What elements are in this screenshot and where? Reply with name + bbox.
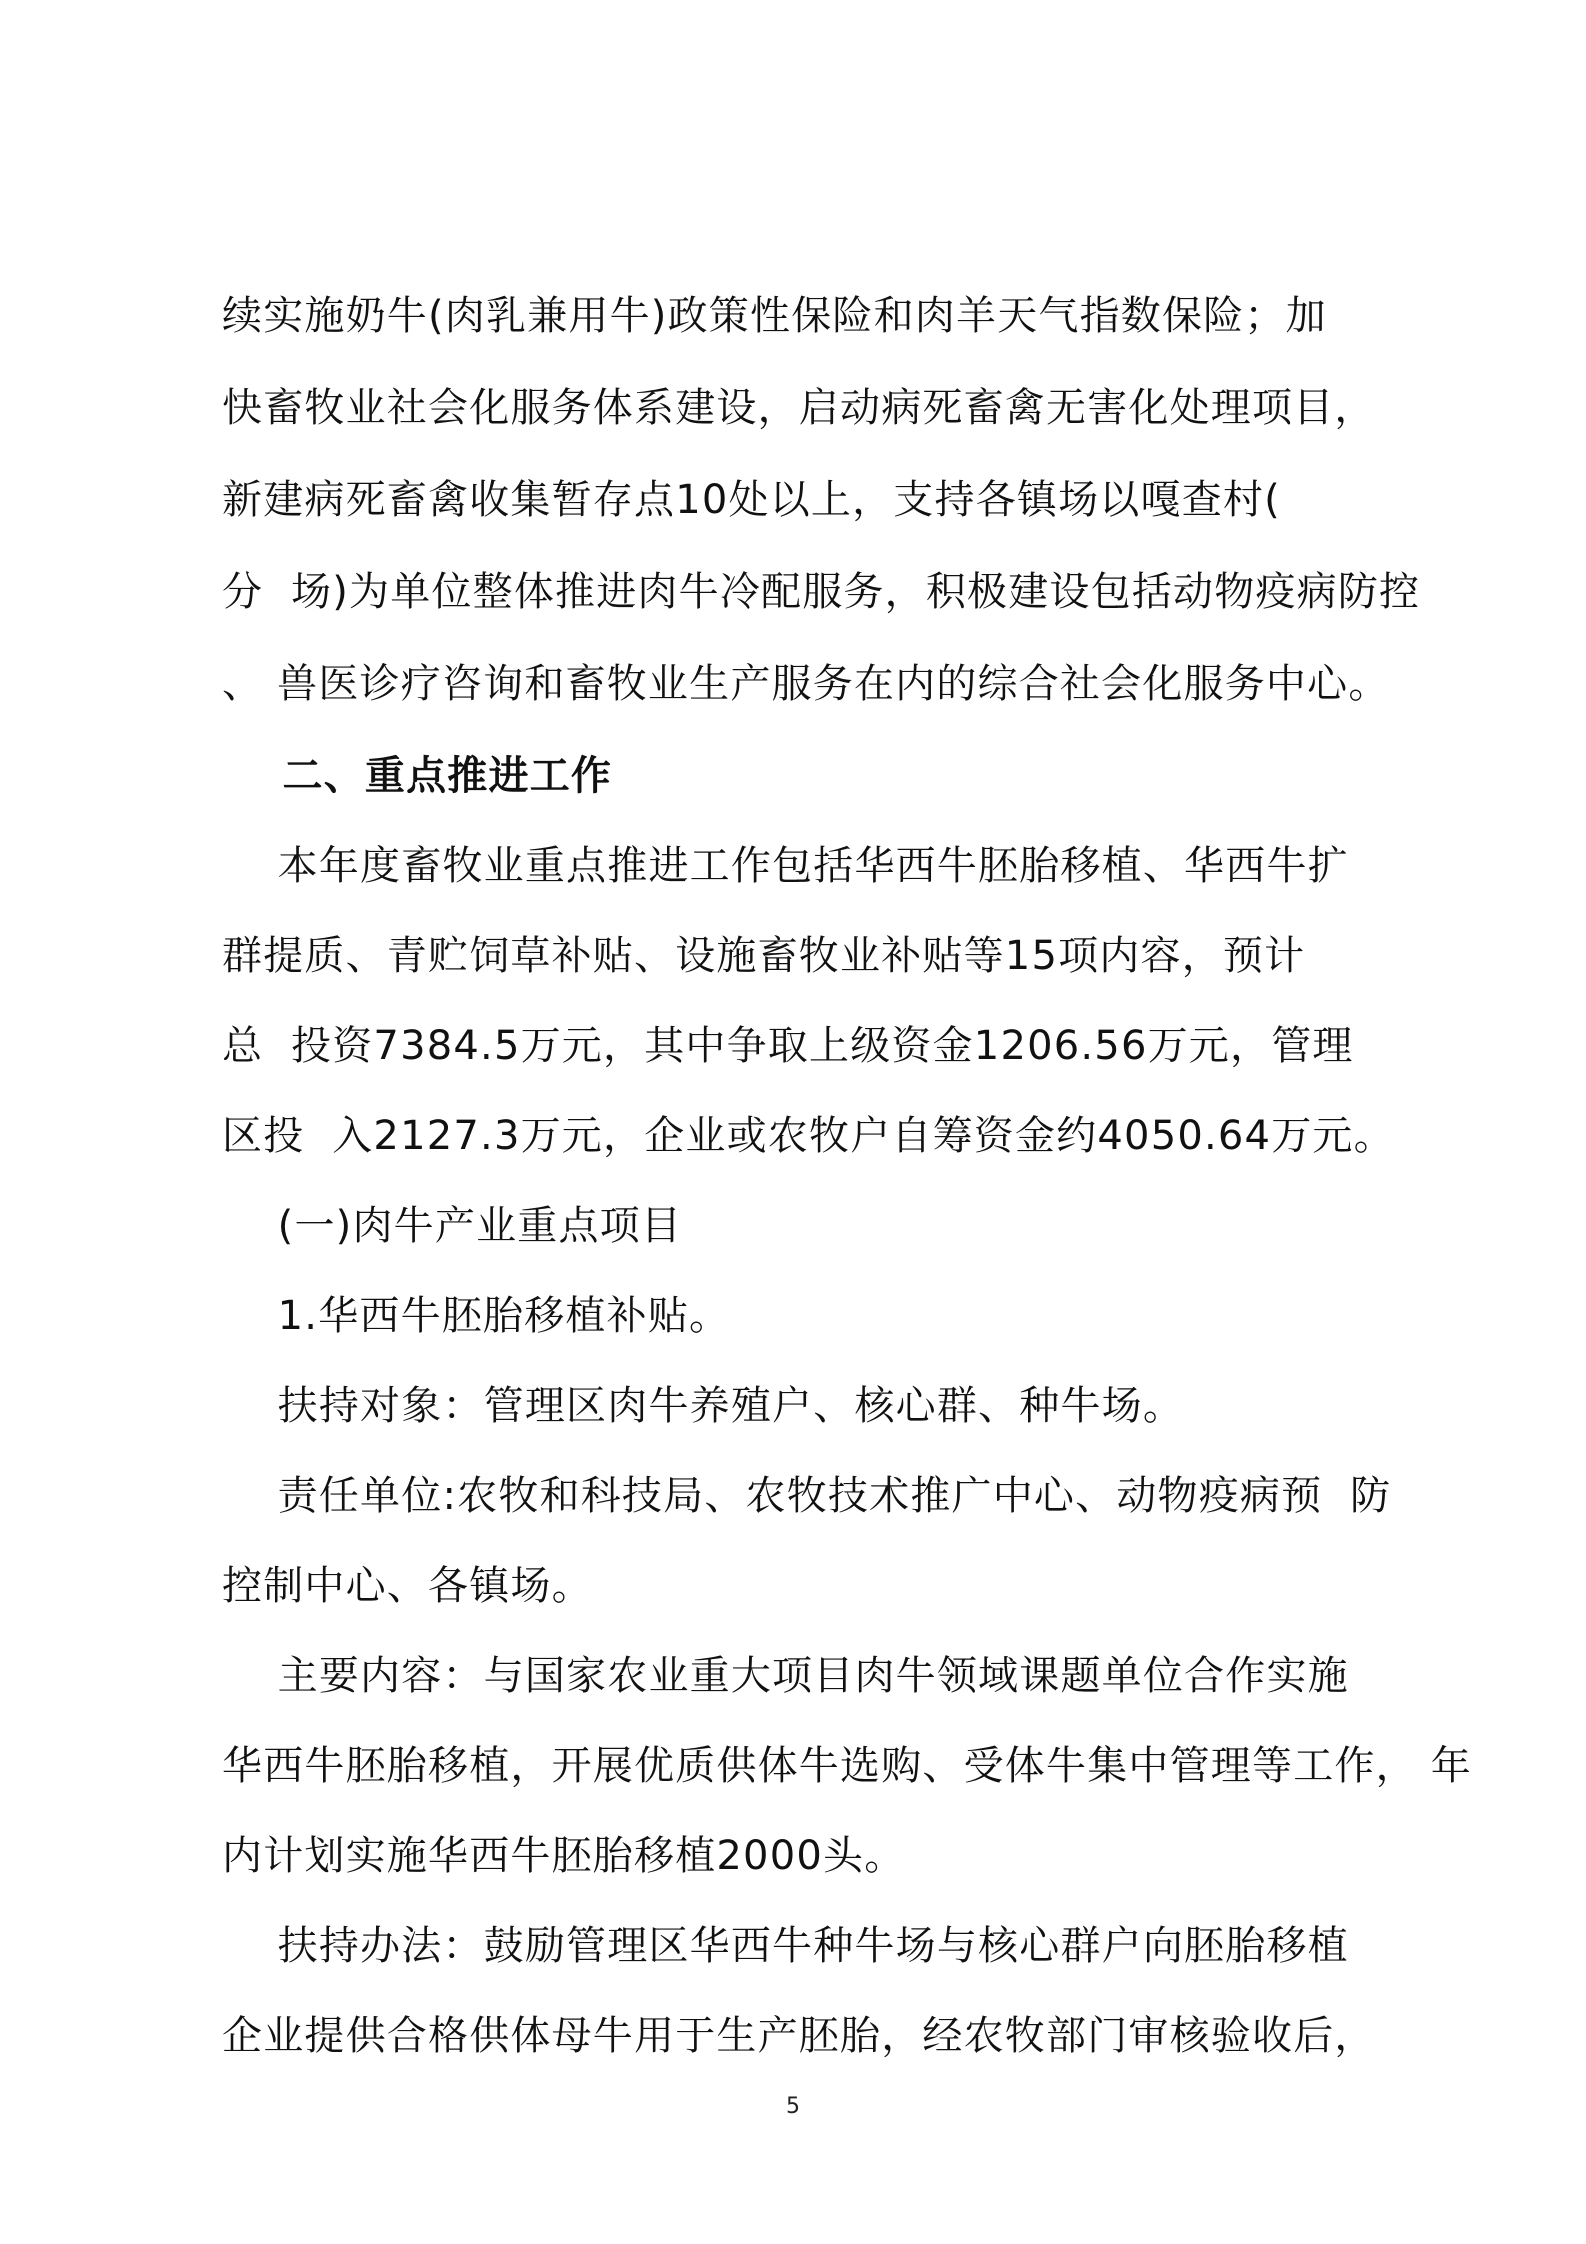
text-line: 控制中心、各镇场。: [222, 1563, 593, 1609]
section-heading: 二、重点推进工作: [222, 753, 613, 799]
text-line: 总 投资7384.5万元，其中争取上级资金1206.56万元，管理: [222, 1023, 1354, 1069]
text-line: 主要内容：与国家农业重大项目肉牛领域课题单位合作实施: [222, 1653, 1349, 1699]
text-line: 快畜牧业社会化服务体系建设，启动病死畜禽无害化处理项目，: [222, 385, 1376, 431]
text-line: 新建病死畜禽收集暂存点10处以上，支持各镇场以嘎查村(: [222, 477, 1281, 523]
text-line: 华西牛胚胎移植，开展优质供体牛选购、受体牛集中管理等工作， 年: [222, 1743, 1472, 1789]
text-line: 分 场)为单位整体推进肉牛冷配服务，积极建设包括动物疫病防控: [222, 569, 1421, 615]
text-line: 区投 入2127.3万元，企业或农牧户自筹资金约4050.64万元。: [222, 1113, 1395, 1159]
text-line: 内计划实施华西牛胚胎移植2000头。: [222, 1833, 906, 1879]
text-line: 续实施奶牛(肉乳兼用牛)政策性保险和肉羊天气指数保险；加: [222, 293, 1327, 339]
page-number: 5: [786, 2094, 800, 2119]
item-heading: 1.华西牛胚胎移植补贴。: [222, 1293, 731, 1339]
text-line: 扶持对象：管理区肉牛养殖户、核心群、种牛场。: [222, 1383, 1185, 1429]
text-line: 群提质、青贮饲草补贴、设施畜牧业补贴等15项内容，预计: [222, 933, 1306, 979]
text-line: 企业提供合格供体母牛用于生产胚胎，经农牧部门审核验收后，: [222, 2013, 1376, 2059]
text-line: 、 兽医诊疗咨询和畜牧业生产服务在内的综合社会化服务中心。: [222, 661, 1390, 707]
text-line: 扶持办法：鼓励管理区华西牛种牛场与核心群户向胚胎移植: [222, 1923, 1349, 1969]
text-line: 本年度畜牧业重点推进工作包括华西牛胚胎移植、华西牛扩: [222, 843, 1349, 889]
text-line: 责任单位:农牧和科技局、农牧技术推广中心、动物疫病预 防: [222, 1473, 1392, 1519]
subsection-heading: (一)肉牛产业重点项目: [222, 1203, 683, 1249]
